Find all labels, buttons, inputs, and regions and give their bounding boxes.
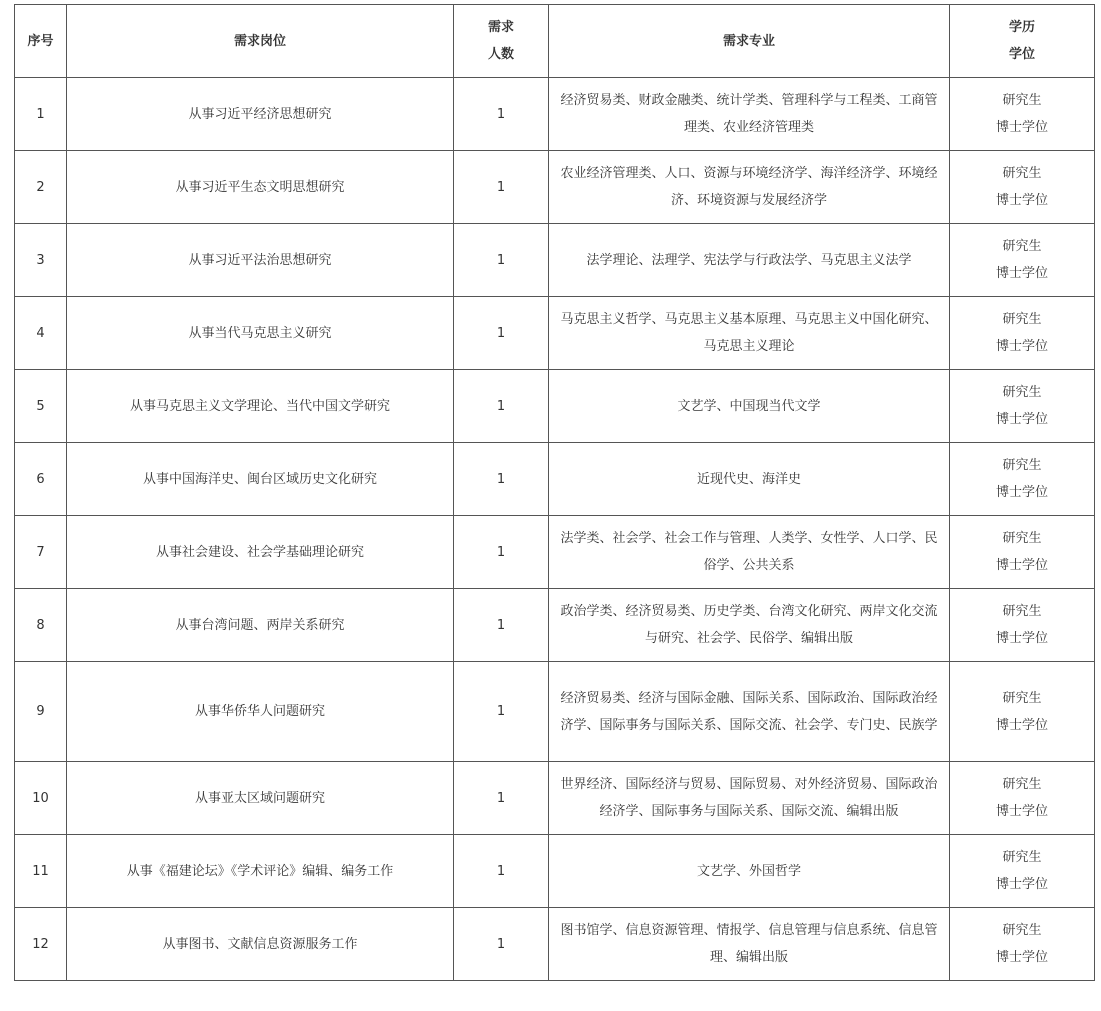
table-row <box>15 589 1095 662</box>
cell-edu: 研究生 <box>1002 93 1042 108</box>
cell-edu: 研究生 <box>1002 923 1042 938</box>
header-seq: 序号 <box>15 5 67 78</box>
cell-seq: 12 <box>15 908 67 981</box>
table-row <box>15 762 1095 835</box>
recruitment-table <box>14 4 1095 981</box>
cell-major: 经济贸易类、经济与国际金融、国际关系、国际政治、国际政治经济学、国际事务与国际关系、国际交流、社会学、专门史、民族学 <box>549 662 950 762</box>
cell-major: 图书馆学、信息资源管理、情报学、信息管理与信息系统、信息管理、编辑出版 <box>549 908 950 981</box>
cell-degree-text: 博士学位 <box>995 717 1048 733</box>
cell-count: 1 <box>454 516 549 589</box>
cell-position: 从事台湾问题、两岸关系研究 <box>67 589 454 662</box>
cell-position: 从事马克思主义文学理论、当代中国文学研究 <box>67 370 454 443</box>
cell-edu: 研究生 <box>1002 850 1042 865</box>
cell-edu: 研究生 <box>1002 531 1042 546</box>
header-major: 需求专业 <box>549 5 950 78</box>
header-degree <box>950 5 1095 78</box>
cell-degree-text: 博士学位 <box>995 193 1048 208</box>
table-row <box>15 516 1095 589</box>
cell-position: 从事《福建论坛》《学术评论》编辑、编务工作 <box>67 835 454 908</box>
cell-degree <box>950 443 1095 516</box>
cell-seq: 11 <box>15 835 67 908</box>
header-count-line1: 需求 <box>487 20 514 35</box>
cell-degree-text: 博士学位 <box>995 485 1048 500</box>
header-count <box>454 5 549 78</box>
cell-degree-text: 博士学位 <box>995 412 1048 427</box>
cell-major: 文艺学、外国哲学 <box>549 835 950 908</box>
cell-count: 1 <box>454 589 549 662</box>
cell-seq: 2 <box>15 151 67 224</box>
cell-count: 1 <box>454 835 549 908</box>
cell-edu: 研究生 <box>1002 690 1042 706</box>
cell-position: 从事社会建设、社会学基础理论研究 <box>67 516 454 589</box>
cell-count: 1 <box>454 370 549 443</box>
cell-edu: 研究生 <box>1002 385 1042 400</box>
cell-count: 1 <box>454 297 549 370</box>
cell-major: 近现代史、海洋史 <box>549 443 950 516</box>
cell-seq: 1 <box>15 78 67 151</box>
cell-seq: 9 <box>15 662 67 762</box>
cell-degree-text: 博士学位 <box>995 631 1048 646</box>
cell-degree-text: 博士学位 <box>995 120 1048 135</box>
cell-position: 从事习近平法治思想研究 <box>67 224 454 297</box>
cell-edu: 研究生 <box>1002 239 1042 254</box>
cell-degree <box>950 662 1095 762</box>
cell-seq: 5 <box>15 370 67 443</box>
cell-major: 政治学类、经济贸易类、历史学类、台湾文化研究、两岸文化交流与研究、社会学、民俗学、编辑出版 <box>549 589 950 662</box>
cell-seq: 8 <box>15 589 67 662</box>
cell-position: 从事中国海洋史、闽台区域历史文化研究 <box>67 443 454 516</box>
cell-degree-text: 博士学位 <box>995 950 1048 965</box>
cell-seq: 7 <box>15 516 67 589</box>
cell-degree-text: 博士学位 <box>995 804 1048 819</box>
cell-edu: 研究生 <box>1002 166 1042 181</box>
cell-major: 法学类、社会学、社会工作与管理、人类学、女性学、人口学、民俗学、公共关系 <box>549 516 950 589</box>
header-count-line2: 人数 <box>487 47 514 62</box>
cell-major: 文艺学、中国现当代文学 <box>549 370 950 443</box>
cell-position: 从事亚太区域问题研究 <box>67 762 454 835</box>
table-row <box>15 224 1095 297</box>
cell-degree <box>950 78 1095 151</box>
table-row <box>15 835 1095 908</box>
cell-degree <box>950 297 1095 370</box>
header-degree-line2: 学位 <box>1008 47 1035 62</box>
cell-position: 从事华侨华人问题研究 <box>67 662 454 762</box>
cell-major: 世界经济、国际经济与贸易、国际贸易、对外经济贸易、国际政治经济学、国际事务与国际关系、国际交流、编辑出版 <box>549 762 950 835</box>
cell-position: 从事当代马克思主义研究 <box>67 297 454 370</box>
table-row <box>15 443 1095 516</box>
table-row <box>15 151 1095 224</box>
cell-count: 1 <box>454 662 549 762</box>
cell-degree <box>950 224 1095 297</box>
cell-degree <box>950 370 1095 443</box>
table-row <box>15 297 1095 370</box>
cell-count: 1 <box>454 908 549 981</box>
cell-edu: 研究生 <box>1002 312 1042 327</box>
cell-degree <box>950 589 1095 662</box>
cell-major: 经济贸易类、财政金融类、统计学类、管理科学与工程类、工商管理类、农业经济管理类 <box>549 78 950 151</box>
table-row <box>15 662 1095 762</box>
cell-degree <box>950 908 1095 981</box>
cell-major: 农业经济管理类、人口、资源与环境经济学、海洋经济学、环境经济、环境资源与发展经济学 <box>549 151 950 224</box>
cell-degree <box>950 516 1095 589</box>
cell-count: 1 <box>454 443 549 516</box>
cell-major: 马克思主义哲学、马克思主义基本原理、马克思主义中国化研究、马克思主义理论 <box>549 297 950 370</box>
cell-count: 1 <box>454 762 549 835</box>
cell-edu: 研究生 <box>1002 777 1042 792</box>
cell-seq: 10 <box>15 762 67 835</box>
table-row <box>15 908 1095 981</box>
header-degree-line1: 学历 <box>1008 20 1035 35</box>
cell-degree-text: 博士学位 <box>995 877 1048 892</box>
table-row <box>15 370 1095 443</box>
cell-position: 从事习近平生态文明思想研究 <box>67 151 454 224</box>
cell-seq: 6 <box>15 443 67 516</box>
cell-edu: 研究生 <box>1002 458 1042 473</box>
cell-edu: 研究生 <box>1002 604 1042 619</box>
cell-position: 从事图书、文献信息资源服务工作 <box>67 908 454 981</box>
cell-count: 1 <box>454 78 549 151</box>
cell-seq: 4 <box>15 297 67 370</box>
cell-degree-text: 博士学位 <box>995 266 1048 281</box>
header-position: 需求岗位 <box>67 5 454 78</box>
cell-position: 从事习近平经济思想研究 <box>67 78 454 151</box>
cell-major: 法学理论、法理学、宪法学与行政法学、马克思主义法学 <box>549 224 950 297</box>
table-row <box>15 78 1095 151</box>
cell-seq: 3 <box>15 224 67 297</box>
cell-degree-text: 博士学位 <box>995 558 1048 573</box>
cell-degree <box>950 762 1095 835</box>
header-row <box>15 5 1095 78</box>
cell-degree <box>950 151 1095 224</box>
cell-count: 1 <box>454 224 549 297</box>
cell-degree-text: 博士学位 <box>995 339 1048 354</box>
cell-degree <box>950 835 1095 908</box>
table-body <box>15 78 1095 981</box>
table-header <box>15 5 1095 78</box>
cell-count: 1 <box>454 151 549 224</box>
